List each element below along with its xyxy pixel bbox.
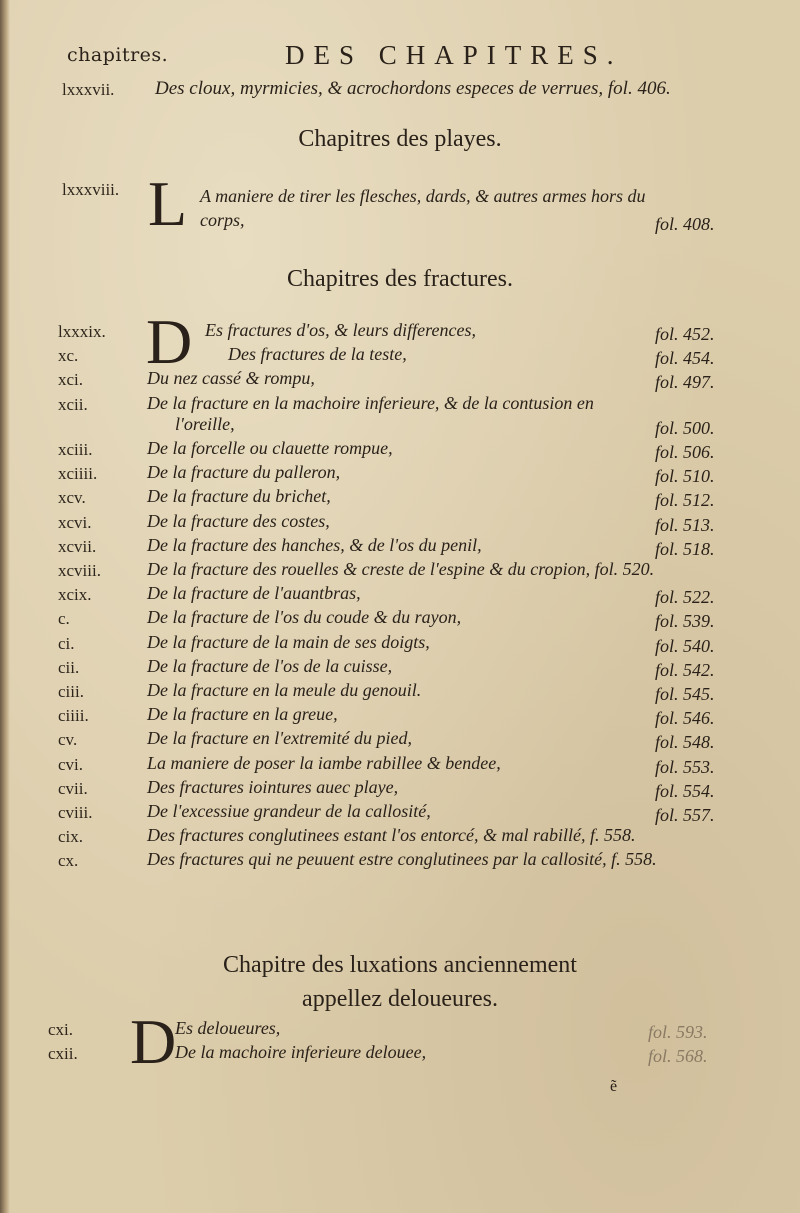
chapter-number: xcvii. xyxy=(58,536,97,556)
chapter-number: cx. xyxy=(58,851,79,871)
chapter-entry: Es fractures d'os, & leurs differences, xyxy=(205,320,476,340)
chapter-entry: De la fracture des costes, xyxy=(147,510,330,531)
folio-ref: fol. 506. xyxy=(655,442,715,462)
section-title-playes: Chapitres des playes. xyxy=(298,126,502,152)
chapter-number: ciiii. xyxy=(58,706,89,726)
folio-ref: fol. 512. xyxy=(655,490,715,511)
chapter-number: xcix. xyxy=(58,585,92,605)
chapter-number: cv. xyxy=(58,730,78,750)
folio-ref: fol. 568. xyxy=(648,1046,708,1066)
drop-cap-D: D xyxy=(146,306,193,377)
chapter-number: xci. xyxy=(58,370,84,390)
chapter-entry: A maniere de tirer les flesches, dards, & autres armes hors du xyxy=(200,186,646,206)
chapter-number: cii. xyxy=(58,657,80,677)
chapter-number: lxxxix. xyxy=(58,322,106,341)
chapter-entry: De la fracture en la meule du genouil. xyxy=(147,680,422,700)
chapter-number: cviii. xyxy=(58,803,93,822)
folio-ref: fol. 408. xyxy=(655,214,715,234)
folio-ref: fol. 542. xyxy=(655,659,715,680)
running-head-left: chapitres. xyxy=(67,44,169,66)
chapter-number: cvi. xyxy=(58,754,84,774)
folio-ref: fol. 593. xyxy=(648,1022,708,1042)
folio-ref: fol. 452. xyxy=(655,324,715,344)
chapter-entry: De la fracture des hanches, & de l'os du penil, xyxy=(147,534,482,555)
chapter-number: ciii. xyxy=(58,682,84,701)
section-title-luxations-2: appellez deloueures. xyxy=(302,986,498,1012)
folio-ref: fol. 454. xyxy=(655,348,715,369)
chapter-entry: De la machoire inferieure delouee, xyxy=(175,1042,427,1062)
chapter-number: cxi. xyxy=(48,1020,74,1039)
signature-mark: ẽ xyxy=(610,1078,618,1095)
chapter-number: cix. xyxy=(58,827,84,847)
chapter-number: ci. xyxy=(58,633,75,653)
folio-ref: fol. 518. xyxy=(655,538,715,559)
chapter-number: xciiii. xyxy=(58,464,98,484)
folio-ref: fol. 500. xyxy=(655,417,715,438)
folio-ref: fol. 554. xyxy=(655,780,715,801)
chapter-entry: De la fracture de la main de ses doigts, xyxy=(147,631,430,652)
chapter-number: xcviii. xyxy=(58,561,101,580)
drop-cap-D: D xyxy=(130,1006,177,1077)
running-head-title: DES CHAPITRES. xyxy=(285,40,623,70)
chapter-entry-continued: corps, xyxy=(200,210,245,230)
chapter-number: lxxxviii. xyxy=(62,180,120,199)
folio-ref: fol. 557. xyxy=(655,805,715,825)
chapter-entry: De la fracture en la greue, xyxy=(147,704,338,725)
chapter-entry: De la fracture en la machoire inferieure, & de la contusion en xyxy=(147,392,594,413)
chapter-entry: De la fracture de l'os du coude & du rayon, xyxy=(147,607,462,628)
section-title-fractures: Chapitres des fractures. xyxy=(287,266,513,292)
chapter-number: xciii. xyxy=(58,440,93,459)
chapter-number: cxii. xyxy=(48,1044,78,1063)
section-title-luxations-1: Chapitre des luxations anciennement xyxy=(223,952,577,978)
chapter-entry: Des fractures de la teste, xyxy=(228,344,407,365)
folio-ref: fol. 522. xyxy=(655,587,715,608)
chapter-entry: De la forcelle ou clauette rompue, xyxy=(147,438,393,458)
folio-ref: fol. 513. xyxy=(655,514,715,535)
chapter-entry-continued: l'oreille, xyxy=(175,413,235,434)
chapter-entry: Des fractures iointures auec playe, xyxy=(147,776,399,797)
chapter-entry: Des fractures qui ne peuuent estre conglutinees par la callosité, f. 558. xyxy=(147,849,657,870)
chapter-entry: Des fractures conglutinees estant l'os entorcé, & mal rabillé, f. 558. xyxy=(147,825,636,846)
drop-cap-L: L xyxy=(148,168,188,239)
folio-ref: fol. 545. xyxy=(655,684,715,704)
chapter-entry: De la fracture de l'auantbras, xyxy=(147,583,361,604)
chapter-number: xcv. xyxy=(58,488,86,508)
chapter-entry: Es deloueures, xyxy=(175,1018,281,1038)
folio-ref: fol. 548. xyxy=(655,732,715,753)
chapter-entry: Des cloux, myrmicies, & acrochordons especes de verrues, fol. 406. xyxy=(155,78,671,99)
folio-ref: fol. 553. xyxy=(655,756,715,777)
folio-ref: fol. 546. xyxy=(655,708,715,729)
chapter-number: xc. xyxy=(58,346,79,366)
folio-ref: fol. 540. xyxy=(655,635,715,656)
chapter-entry: De la fracture du brichet, xyxy=(147,486,331,507)
chapter-entry: De l'excessiue grandeur de la callosité, xyxy=(147,801,431,821)
chapter-number: cvii. xyxy=(58,778,88,798)
chapter-entry: La maniere de poser la iambe rabillee & bendee, xyxy=(147,752,501,773)
chapter-entry: De la fracture des rouelles & creste de l'espine & du cropion, fol. 520. xyxy=(147,559,655,579)
folio-ref: fol. 539. xyxy=(655,611,715,632)
chapter-entry: De la fracture du palleron, xyxy=(147,462,341,483)
chapter-number: xcvi. xyxy=(58,512,92,532)
folio-ref: fol. 497. xyxy=(655,372,715,393)
chapter-entry: De la fracture en l'extremité du pied, xyxy=(147,728,412,749)
folio-ref: fol. 510. xyxy=(655,466,715,487)
chapter-number: c. xyxy=(58,609,70,629)
chapter-entry: De la fracture de l'os de la cuisse, xyxy=(147,655,393,676)
chapter-entry: Du nez cassé & rompu, xyxy=(147,368,315,389)
chapter-number: lxxxvii. xyxy=(62,80,115,99)
chapter-number: xcii. xyxy=(58,394,88,414)
